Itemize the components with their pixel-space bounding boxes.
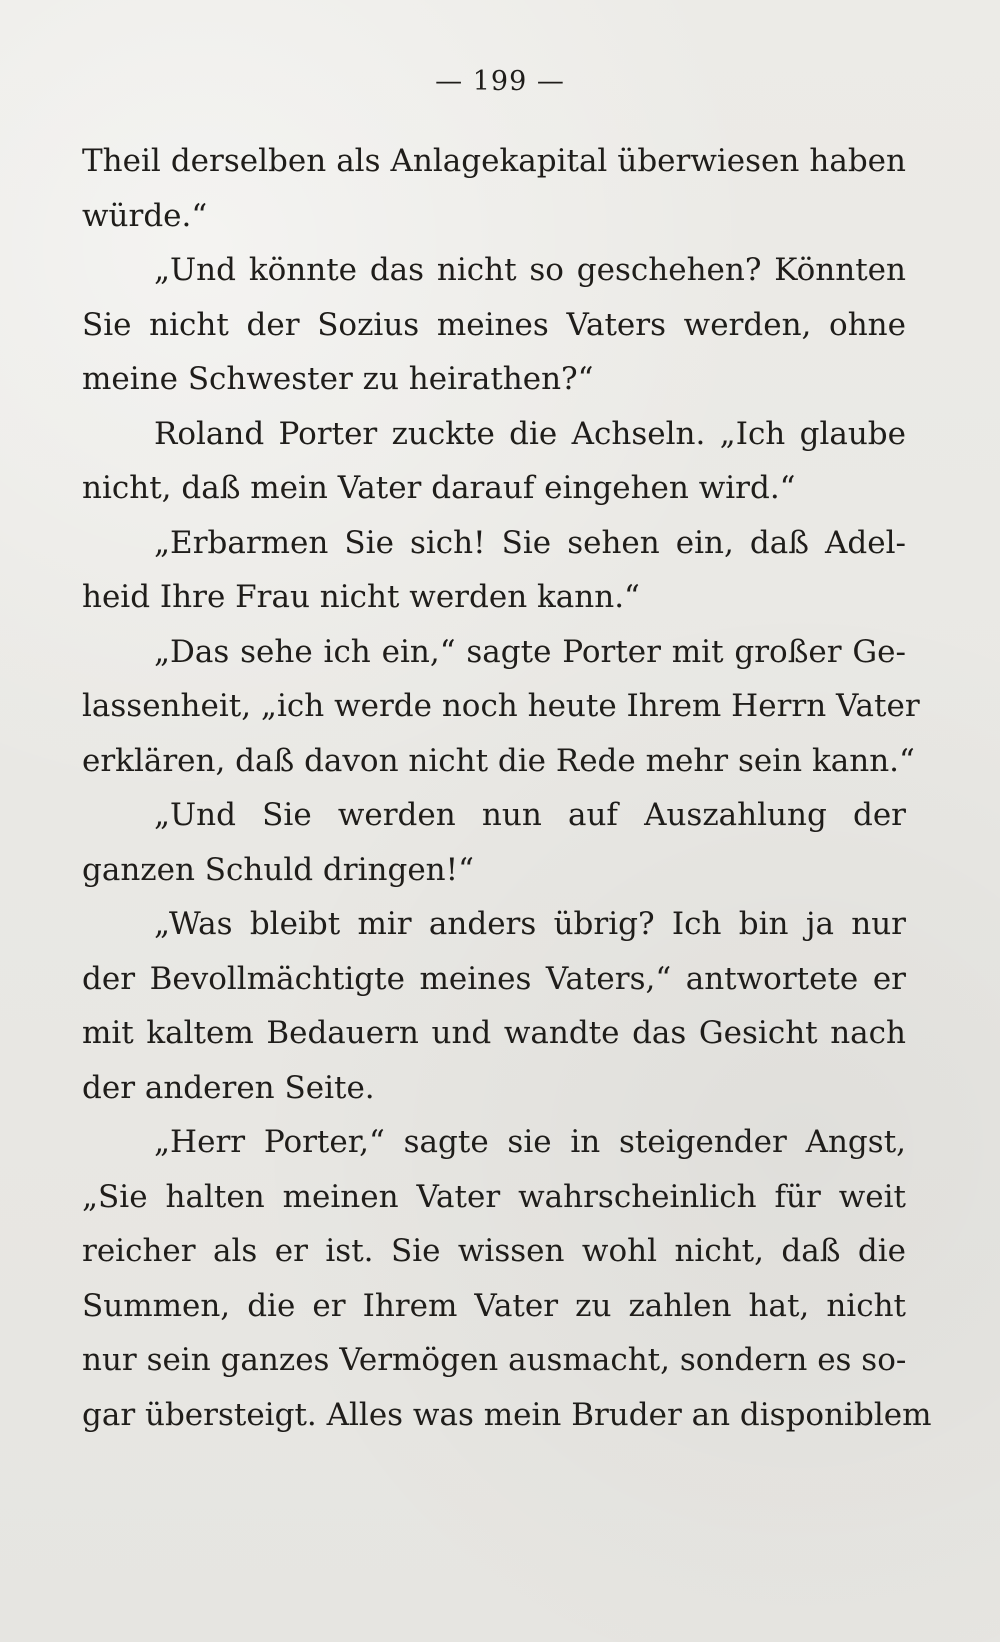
text-line: lassenheit, „ich werde noch heute Ihrem Herrn Vater — [82, 688, 920, 724]
text-line: meine Schwester zu heirathen?“ — [82, 361, 594, 397]
text-line: „Das sehe ich ein,“ sagte Porter mit großer Ge- — [154, 633, 906, 670]
text-line: Roland Porter zuckte die Achseln. „Ich glaube — [154, 415, 906, 452]
text-line: Theil derselben als Anlagekapital überwiesen haben — [82, 143, 906, 179]
page-number: — 199 — — [435, 66, 565, 97]
text-line: ganzen Schuld dringen!“ — [82, 851, 474, 888]
text-line: der anderen Seite. — [82, 1069, 375, 1106]
text-line: „Und Sie werden nun auf Auszahlung der — [154, 797, 906, 833]
text-line: erklären, daß davon nicht die Rede mehr sein kann.“ — [82, 742, 915, 779]
text-line: „Erbarmen Sie sich! Sie sehen ein, daß Adel- — [154, 524, 906, 561]
text-line: gar übersteigt. Alles was mein Bruder an disponiblem — [82, 1396, 932, 1433]
text-line: nur sein ganzes Vermögen ausmacht, sondern es so- — [82, 1342, 907, 1378]
text-line: würde.“ — [82, 197, 208, 234]
text-line: „Und könnte das nicht so geschehen? Könnten — [154, 252, 906, 288]
text-line: „Herr Porter,“ sagte sie in steigender Angst, — [154, 1124, 906, 1160]
text-line: reicher als er ist. Sie wissen wohl nicht, daß die — [82, 1233, 906, 1269]
text-line: Sie nicht der Sozius meines Vaters werden, ohne — [82, 306, 906, 343]
page-text-block — [82, 134, 932, 1442]
text-line: heid Ihre Frau nicht werden kann.“ — [82, 579, 640, 615]
text-line: mit kaltem Bedauern und wandte das Gesicht nach — [82, 1015, 906, 1051]
text-line: „Was bleibt mir anders übrig? Ich bin ja nur — [154, 906, 906, 942]
text-line: Summen, die er Ihrem Vater zu zahlen hat, nicht — [82, 1287, 906, 1324]
text-line: „Sie halten meinen Vater wahrscheinlich für weit — [82, 1178, 906, 1215]
text-line: der Bevollmächtigte meines Vaters,“ antwortete er — [82, 960, 906, 997]
text-line: nicht, daß mein Vater darauf eingehen wird.“ — [82, 470, 796, 506]
